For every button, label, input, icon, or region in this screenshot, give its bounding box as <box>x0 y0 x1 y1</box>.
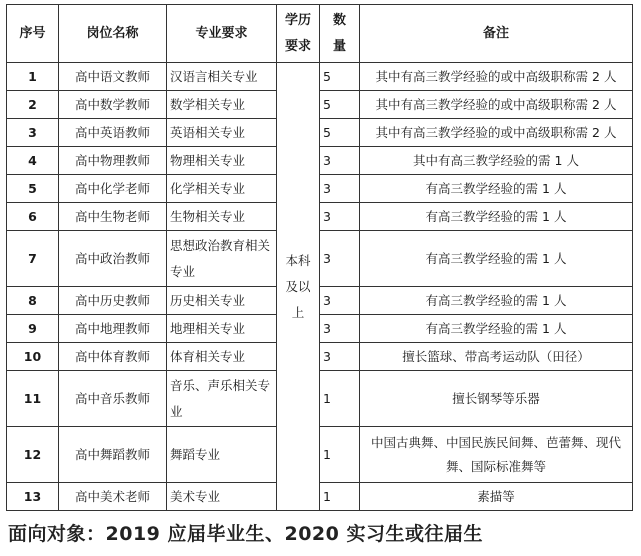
table-row <box>7 203 633 231</box>
row-remark: 有高三教学经验的需 1 人 <box>360 203 633 231</box>
row-quantity: 3 <box>320 287 360 315</box>
row-position: 高中语文教师 <box>59 63 167 91</box>
row-remark: 其中有高三教学经验的或中高级职称需 2 人 <box>360 119 633 147</box>
row-remark: 有高三教学经验的需 1 人 <box>360 315 633 343</box>
row-no: 6 <box>7 203 59 231</box>
table-row <box>7 147 633 175</box>
row-major: 英语相关专业 <box>167 119 277 147</box>
header-position: 岗位名称 <box>59 5 167 63</box>
table-row <box>7 119 633 147</box>
row-major: 美术专业 <box>167 483 277 511</box>
row-major: 体育相关专业 <box>167 343 277 371</box>
recruitment-table-container <box>6 4 632 511</box>
header-quantity-label: 数量 <box>332 12 346 54</box>
row-quantity: 1 <box>320 371 360 427</box>
row-remark: 中国古典舞、中国民族民间舞、芭蕾舞、现代舞、国际标准舞等 <box>360 427 633 483</box>
row-no: 1 <box>7 63 59 91</box>
row-no: 3 <box>7 119 59 147</box>
header-education <box>277 5 320 63</box>
header-remark: 备注 <box>360 5 633 63</box>
row-position: 高中体育教师 <box>59 343 167 371</box>
row-no: 12 <box>7 427 59 483</box>
row-major: 历史相关专业 <box>167 287 277 315</box>
header-no: 序号 <box>7 5 59 63</box>
table-row <box>7 343 633 371</box>
table-header-row <box>7 5 633 63</box>
row-quantity: 1 <box>320 427 360 483</box>
row-no: 13 <box>7 483 59 511</box>
table-row <box>7 315 633 343</box>
row-remark: 其中有高三教学经验的需 1 人 <box>360 147 633 175</box>
recruitment-table <box>6 4 633 511</box>
header-major: 专业要求 <box>167 5 277 63</box>
row-no: 10 <box>7 343 59 371</box>
row-quantity: 3 <box>320 315 360 343</box>
row-quantity: 3 <box>320 231 360 287</box>
education-requirement-text: 本科及以上 <box>285 252 311 320</box>
header-education-label: 学历要求 <box>284 12 311 54</box>
education-requirement <box>277 63 320 511</box>
row-remark: 有高三教学经验的需 1 人 <box>360 175 633 203</box>
row-major: 音乐、声乐相关专业 <box>167 371 277 427</box>
table-row <box>7 63 633 91</box>
row-major: 汉语言相关专业 <box>167 63 277 91</box>
row-position: 高中数学教师 <box>59 91 167 119</box>
header-quantity <box>320 5 360 63</box>
row-major: 化学相关专业 <box>167 175 277 203</box>
row-no: 11 <box>7 371 59 427</box>
row-no: 4 <box>7 147 59 175</box>
table-row <box>7 91 633 119</box>
row-position: 高中历史教师 <box>59 287 167 315</box>
row-quantity: 1 <box>320 483 360 511</box>
row-remark: 擅长钢琴等乐器 <box>360 371 633 427</box>
row-major: 生物相关专业 <box>167 203 277 231</box>
table-row <box>7 287 633 315</box>
row-major: 地理相关专业 <box>167 315 277 343</box>
row-major: 数学相关专业 <box>167 91 277 119</box>
row-no: 7 <box>7 231 59 287</box>
table-row <box>7 175 633 203</box>
row-position: 高中舞蹈教师 <box>59 427 167 483</box>
row-position: 高中生物老师 <box>59 203 167 231</box>
row-quantity: 3 <box>320 147 360 175</box>
row-remark: 有高三教学经验的需 1 人 <box>360 287 633 315</box>
row-quantity: 5 <box>320 63 360 91</box>
row-remark: 其中有高三教学经验的或中高级职称需 2 人 <box>360 63 633 91</box>
row-major: 物理相关专业 <box>167 147 277 175</box>
row-remark: 其中有高三教学经验的或中高级职称需 2 人 <box>360 91 633 119</box>
table-row <box>7 483 633 511</box>
table-row <box>7 371 633 427</box>
row-position: 高中物理教师 <box>59 147 167 175</box>
row-quantity: 5 <box>320 119 360 147</box>
row-position: 高中政治教师 <box>59 231 167 287</box>
row-quantity: 3 <box>320 343 360 371</box>
table-row <box>7 231 633 287</box>
row-remark: 擅长篮球、带高考运动队（田径） <box>360 343 633 371</box>
row-major: 思想政治教育相关专业 <box>167 231 277 287</box>
row-position: 高中美术老师 <box>59 483 167 511</box>
table-row <box>7 427 633 483</box>
row-position: 高中化学老师 <box>59 175 167 203</box>
row-remark: 有高三教学经验的需 1 人 <box>360 231 633 287</box>
row-position: 高中地理教师 <box>59 315 167 343</box>
row-no: 2 <box>7 91 59 119</box>
row-no: 9 <box>7 315 59 343</box>
row-remark: 素描等 <box>360 483 633 511</box>
row-position: 高中音乐教师 <box>59 371 167 427</box>
row-position: 高中英语教师 <box>59 119 167 147</box>
row-no: 5 <box>7 175 59 203</box>
row-no: 8 <box>7 287 59 315</box>
row-quantity: 3 <box>320 175 360 203</box>
row-quantity: 5 <box>320 91 360 119</box>
row-quantity: 3 <box>320 203 360 231</box>
target-audience-note: 面向对象：2019 应届毕业生、2020 实习生或往届生 <box>8 523 483 545</box>
row-major: 舞蹈专业 <box>167 427 277 483</box>
